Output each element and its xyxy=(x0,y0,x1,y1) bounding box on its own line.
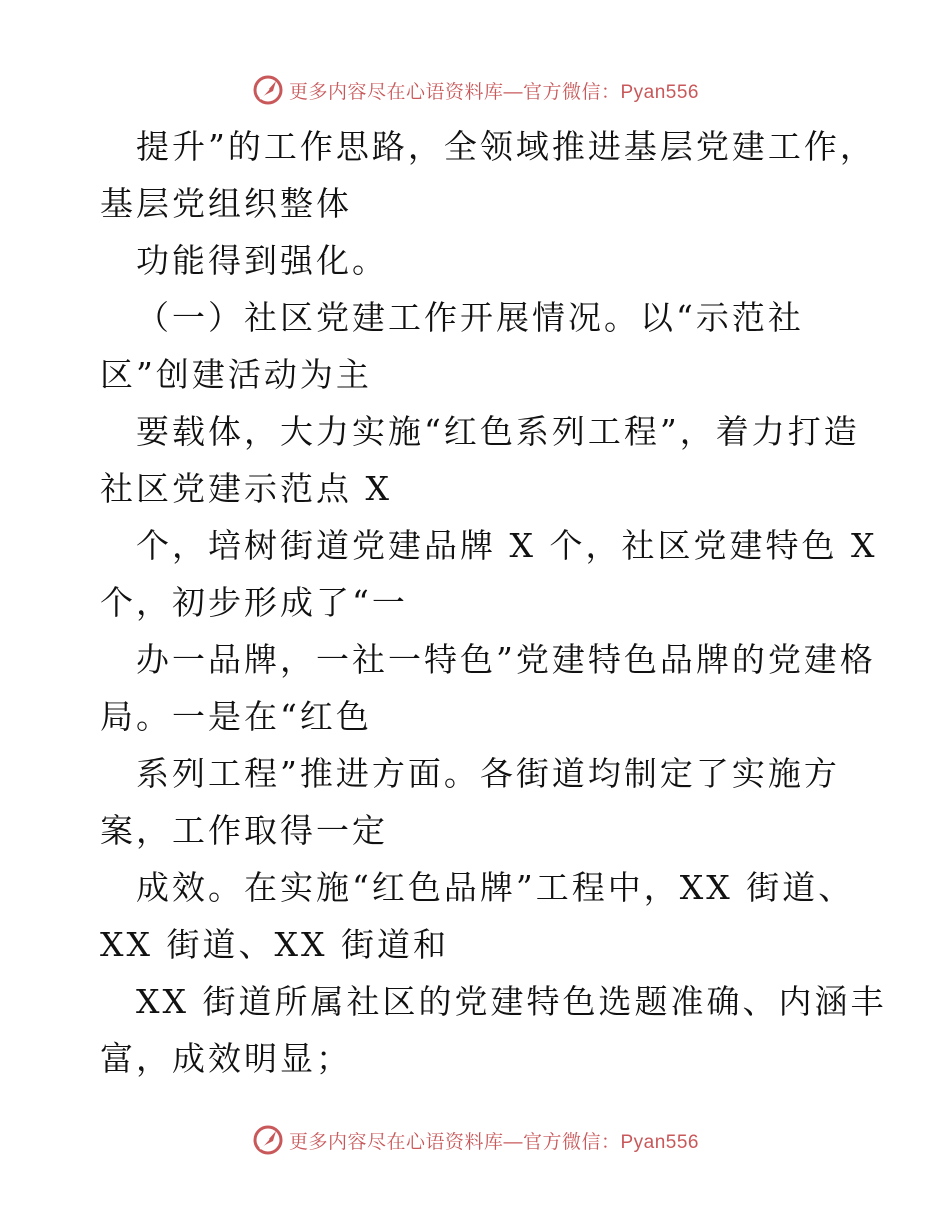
body-line: 办一品牌，一社一特色”党建特色品牌的党建格 xyxy=(136,640,876,679)
body-line: 个，初步形成了“一 xyxy=(100,583,408,622)
feather-pen-logo-icon xyxy=(251,1123,285,1157)
body-line: 案，工作取得一定 xyxy=(100,811,388,850)
feather-pen-logo-icon xyxy=(251,73,285,107)
body-line: 提升”的工作思路，全领域推进基层党建工作， xyxy=(136,127,876,166)
body-line: 个，培树街道党建品牌 X 个，社区党建特色 X xyxy=(136,526,878,565)
body-line: 局。一是在“红色 xyxy=(100,697,372,736)
body-line: 社区党建示范点 X xyxy=(100,469,392,508)
body-line: XX 街道所属社区的党建特色选题准确、内涵丰 xyxy=(136,982,887,1021)
footer-watermark-banner xyxy=(0,1120,950,1160)
header-watermark-banner xyxy=(0,70,950,110)
body-line: 成效。在实施“红色品牌”工程中，XX 街道、 xyxy=(136,868,855,907)
body-line: 基层党组织整体 xyxy=(100,184,352,223)
body-line: 要载体，大力实施“红色系列工程”，着力打造 xyxy=(136,412,860,451)
body-line: 区”创建活动为主 xyxy=(100,355,372,394)
footer-watermark-text: 更多内容尽在心语资料库—官方微信：Pyan556 xyxy=(288,1131,699,1153)
body-line: XX 街道、XX 街道和 xyxy=(100,925,449,964)
body-line: 功能得到强化。 xyxy=(136,241,388,280)
body-line: 系列工程”推进方面。各街道均制定了实施方 xyxy=(136,754,840,793)
body-line: 富，成效明显； xyxy=(100,1039,352,1078)
document-body xyxy=(100,122,887,1091)
header-watermark-text: 更多内容尽在心语资料库—官方微信：Pyan556 xyxy=(288,81,699,103)
body-line: （一）社区党建工作开展情况。以“示范社 xyxy=(136,298,804,337)
